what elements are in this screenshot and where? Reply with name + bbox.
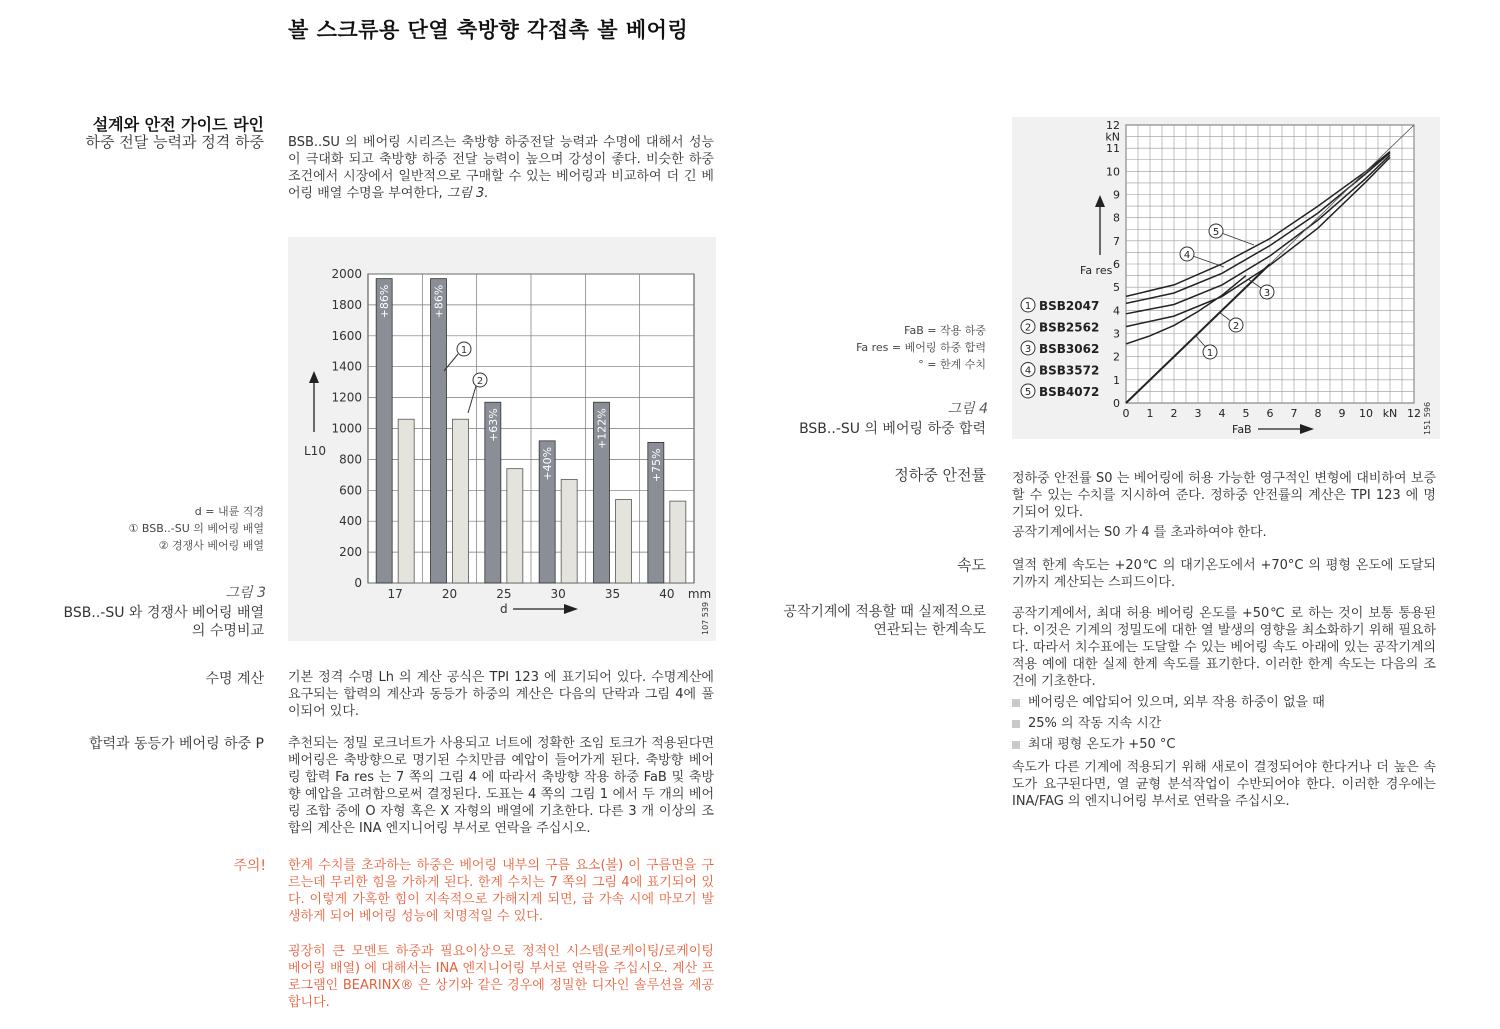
bar-annotation: +86% [432, 284, 446, 319]
y-tick-label: 0 [354, 576, 362, 590]
x-tick-label: 30 [550, 587, 566, 601]
y-tick-label: 6 [1113, 258, 1120, 271]
bar-annotation: +75% [649, 448, 663, 483]
bullet-square-icon [1012, 720, 1020, 728]
bullet-item [1012, 715, 1436, 732]
static-safety-paragraph-2: 공작기계에서는 S0 가 4 를 초과하여야 한다. [1012, 525, 1267, 540]
bar-annotation: +40% [541, 446, 555, 481]
y-tick-label: 7 [1113, 234, 1120, 248]
y-tick-label: 1000 [331, 421, 362, 436]
machine-speed-label-2: 연관되는 한계속도 [873, 622, 986, 638]
x-tick-label: 35 [604, 587, 621, 601]
x-tick-label: 1 [1146, 407, 1154, 420]
y-tick-label: 11 [1106, 142, 1120, 156]
y-tick-label: 2000 [331, 267, 362, 281]
y-axis-label: L10 [304, 444, 326, 458]
x-axis-arrowhead [564, 604, 578, 614]
figure-3-caption-line-2: 의 수명비교 [191, 623, 264, 639]
y-tick-label: 1200 [331, 390, 362, 405]
bar-bsb [431, 279, 447, 583]
bar-competitor [398, 419, 414, 583]
legend-line-2: ② 경쟁사 베어링 배열 [158, 539, 264, 552]
load-resultant-chart [1012, 117, 1440, 439]
figure-id: 107 539 [701, 601, 710, 635]
bar-annotation: +122% [595, 408, 609, 449]
x-tick-label: 17 [387, 587, 403, 601]
speed-paragraph: 열적 한계 속도는 +20℃ 의 대기온도에서 +70°C 의 평형 온도에 도달되기까지 계산되는 스피드이다. [1012, 558, 1436, 590]
bar-competitor [670, 501, 686, 583]
figure-id: 151 596 [1423, 401, 1432, 435]
machine-speed-label-1: 공작기계에 적용할 때 실제적으로 [783, 604, 986, 620]
x-tick-label: 3 [1194, 407, 1202, 420]
bar-competitor [453, 419, 469, 583]
y-tick-label: 1600 [331, 328, 362, 343]
legend-series-name: BSB2562 [1039, 320, 1100, 335]
machine-speed-text-2: 속도가 다른 기계에 적용되기 위해 새로이 결정되어야 한다거나 더 높은 속도가 요구된다면, 열 균형 분석작업이 수반되어야 한다. 이러한 경우에는 INA/FAG 의 엔지니어링 부서로 연락을 주십시오. [1012, 760, 1436, 809]
life-comparison-chart [288, 237, 716, 641]
x-tick-label: 40 [659, 587, 675, 601]
x-tick-label: kN [1382, 407, 1398, 420]
figure-3-number: 그림 3 [225, 585, 266, 601]
section-heading: 설계와 안전 가이드 라인 [92, 115, 264, 134]
legend-marker-label: 5 [1024, 387, 1032, 398]
figure-3-caption-line-1: BSB..-SU 와 경쟁사 베어링 배열 [63, 605, 264, 621]
warning-paragraph-1: 한계 수치를 초과하는 하중은 베어링 내부의 구름 요소(볼) 이 구름면을 구르는데 무리한 힘을 가하게 된다. 한계 수치는 7 쪽의 그림 4에 표기되어 있다. 이렇게 가혹한 힘이 지속적으로 가해지게 되면, 급 가속 시에 마모기 발생하게 되어 베어링 성능에 치명적일 수 있다. [288, 858, 714, 924]
bullet-text: 최대 평형 온도가 +50 °C [1028, 737, 1176, 752]
life-calc-label: 수명 계산 [205, 671, 264, 687]
x-tick-label: 10 [1359, 407, 1373, 420]
x-tick-label: 4 [1218, 407, 1226, 420]
y-axis-label: Fa res [1080, 264, 1113, 277]
x-axis-label: d [500, 602, 508, 616]
x-tick-label: 8 [1314, 407, 1322, 420]
x-tick-label: 2 [1170, 407, 1178, 420]
figure-4-panel [1012, 117, 1440, 439]
legend-fares: Fa res = 베어링 하중 합력 [856, 341, 986, 354]
figure-4-caption: BSB..-SU 의 베어링 하중 합력 [799, 421, 986, 437]
warning-paragraph-2: 굉장히 큰 모멘트 하중과 필요이상으로 정적인 시스템(로케이팅/로케이팅 베어링 배열) 에 대해서는 INA 엔지니어링 부서로 연락을 주십시오. 계산 프로그램인 BEARINX® 은 상기와 같은 경우에 정밀한 디자인 솔루션을 제공합니다. [288, 944, 714, 1010]
legend-line-1: ① BSB..-SU 의 베어링 배열 [128, 522, 264, 535]
intro-paragraph [288, 134, 714, 202]
machine-speed-paragraph [1012, 605, 1436, 810]
bullet-square-icon [1012, 699, 1020, 707]
x-tick-label: 5 [1242, 407, 1250, 420]
x-axis-label: FaB [1232, 423, 1252, 436]
figure-3-panel [288, 237, 716, 641]
curve-marker-label: 2 [1232, 321, 1240, 332]
legend-marker-label: 1 [1024, 301, 1032, 312]
intro-figure-ref: 그림 3. [446, 186, 489, 201]
x-tick-label: 6 [1266, 407, 1274, 420]
y-tick-label: 12 [1106, 119, 1120, 132]
warning-label: 주의! [233, 858, 266, 874]
y-tick-label: 8 [1113, 211, 1120, 225]
bar-competitor [616, 500, 632, 583]
static-safety-paragraph: 정하중 안전률 S0 는 베어링에 허용 가능한 영구적인 변형에 대비하여 보증할 수 있는 수치를 지시하여 준다. 정하중 안전률의 계산은 TPI 123 에 명기되어 있다. [1012, 471, 1436, 520]
legend-series-name: BSB3572 [1039, 363, 1100, 378]
intro-text: BSB..SU 의 베어링 시리즈는 축방향 하중전달 능력과 수명에 대해서 성능이 극대화 되고 축방향 하중 전달 능력이 높으며 강성이 좋다. 비슷한 하중조건에서 시장에서 일반적으로 구매할 수 있는 베어링과 비교하여 더 긴 베어링 배열 수명을 부여한다, [288, 135, 714, 201]
x-tick-label: 0 [1122, 407, 1130, 420]
series-marker-label: 2 [476, 376, 484, 387]
x-axis-arrowhead [1300, 424, 1314, 434]
bullet-item [1012, 736, 1436, 753]
x-tick-label: 9 [1338, 407, 1346, 420]
bullet-text: 25% 의 작동 지속 시간 [1028, 716, 1162, 731]
y-tick-label: 1800 [331, 297, 362, 312]
load-paragraph: 추천되는 정밀 로크너트가 사용되고 너트에 정확한 조임 토크가 적용된다면 베어링은 축방향으로 명기된 수치만큼 예압이 들어가게 된다. 축방향 베어링 합력 Fa res 는 7 쪽의 그림 4 에 따라서 축방향 작용 하중 FaB 및 축방향 예압을 고려함으로써 결정된다. 도표는 4 쪽의 그림 1 에서 두 개의 베어링 조합 중에 O 자형 혹은 X 자형의 배열에 기초한다. 다른 3 개 이상의 조합의 계산은 INA 엔지니어링 부서로 연락을 주십시오. [288, 736, 714, 836]
figure-4-legend [780, 322, 986, 373]
curve-marker-label: 1 [1206, 348, 1214, 359]
legend-marker-label: 4 [1024, 365, 1032, 377]
bullet-item [1012, 694, 1436, 711]
series-marker-label: 1 [460, 345, 468, 356]
load-label: 합력과 동등가 베어링 하중 P [88, 736, 264, 752]
machine-speed-label [740, 603, 986, 639]
y-tick-label: 800 [339, 452, 362, 467]
bullet-text: 베어링은 예압되어 있으며, 외부 작용 하중이 없을 때 [1028, 695, 1325, 710]
y-unit-label: kN [1105, 130, 1120, 144]
x-tick-label: 25 [496, 587, 512, 601]
legend-limit: ° = 한계 수치 [918, 358, 986, 371]
x-tick-label: 12 [1407, 407, 1421, 420]
static-safety-label: 정하중 안전률 [894, 466, 986, 484]
page-title: 볼 스크류용 단열 축방향 각접촉 볼 베어링 [288, 18, 689, 42]
legend-marker-label: 3 [1024, 344, 1032, 355]
x-tick-label: 7 [1290, 407, 1298, 420]
y-tick-label: 400 [339, 514, 362, 529]
y-tick-label: 200 [339, 545, 362, 560]
figure-3-legend [60, 503, 264, 554]
legend-line-d: d = 내륜 직경 [194, 505, 264, 518]
y-tick-label: 4 [1113, 304, 1120, 318]
y-axis-arrowhead [309, 371, 319, 383]
x-tick-label: 20 [441, 587, 458, 601]
bar-annotation: +86% [378, 284, 392, 319]
legend-fab: FaB = 작용 하중 [904, 324, 986, 337]
life-calc-paragraph: 기본 정격 수명 Lh 의 계산 공식은 TPI 123 에 표기되어 있다. 수명계산에 요구되는 합력의 계산과 동등가 하중의 계산은 다음의 단락과 그림 4에 풀이되어 있다. [288, 670, 714, 719]
legend-series-name: BSB4072 [1039, 385, 1100, 399]
y-axis-arrowhead [1095, 195, 1105, 207]
section-subheading: 하중 전달 능력과 정격 하중 [85, 133, 264, 151]
bar-competitor [561, 479, 577, 583]
figure-4-number: 그림 4 [947, 401, 988, 417]
bullet-square-icon [1012, 741, 1020, 749]
y-tick-label: 5 [1113, 281, 1120, 295]
curve-marker-label: 3 [1263, 288, 1271, 299]
y-tick-label: 600 [339, 483, 362, 498]
machine-speed-text: 공작기계에서, 최대 허용 베어링 온도를 +50℃ 로 하는 것이 보통 통용된다. 이것은 기계의 정밀도에 대한 열 발생의 영향을 최소화하기 위해 필요하다. 따라서 치수표에는 도달할 수 있는 베어링 속도 아래에 있는 공작기계의 적용 예에 대한 실제 한계 속도를 표기한다. 이러한 한계 속도는 다음의 조건에 기초한다. [1012, 606, 1436, 689]
speed-label: 속도 [957, 556, 986, 574]
y-tick-label: 1 [1113, 373, 1120, 387]
x-unit-label: mm [687, 587, 712, 601]
bar-competitor [507, 469, 523, 583]
curve-marker-label: 4 [1183, 250, 1191, 261]
y-tick-label: 0 [1113, 397, 1120, 410]
y-tick-label: 1400 [331, 359, 362, 374]
legend-series-name: BSB2047 [1039, 299, 1100, 313]
bar-bsb [376, 279, 392, 583]
y-tick-label: 3 [1113, 327, 1120, 341]
legend-series-name: BSB3062 [1039, 342, 1100, 356]
y-tick-label: 2 [1113, 350, 1120, 364]
legend-marker-label: 2 [1024, 322, 1032, 334]
bar-annotation: +63% [486, 408, 500, 442]
y-tick-label: 9 [1113, 188, 1120, 202]
figure-3-caption [20, 604, 264, 640]
y-tick-label: 10 [1106, 165, 1120, 179]
curve-marker-label: 5 [1212, 227, 1220, 238]
